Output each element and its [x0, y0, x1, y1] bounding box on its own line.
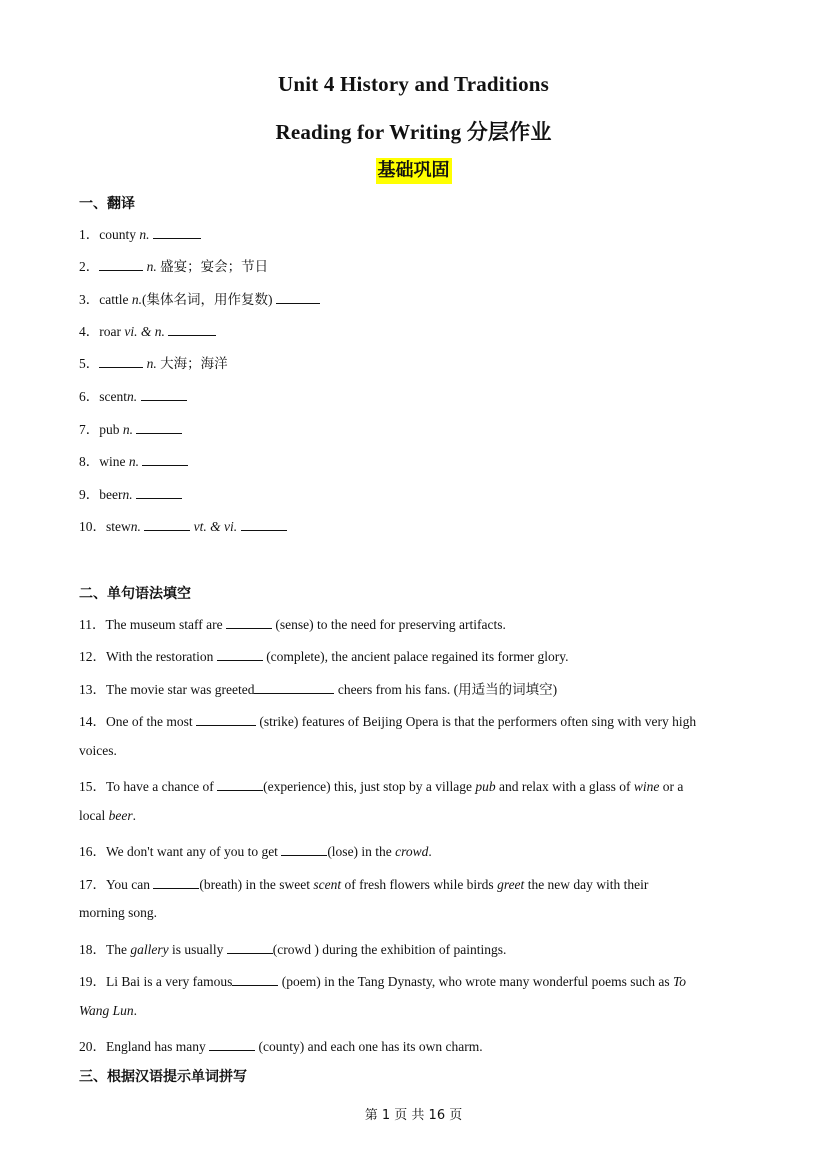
answer-blank[interactable]	[276, 291, 320, 304]
answer-blank[interactable]	[217, 778, 263, 791]
answer-blank[interactable]	[217, 648, 263, 661]
answer-blank[interactable]	[209, 1038, 255, 1051]
answer-blank[interactable]	[254, 681, 334, 694]
list-item: 9．beern.	[79, 483, 759, 503]
page-title: Unit 4 History and Traditions	[277, 72, 550, 96]
question-13: 13．The movie star was greeted cheers from his fans. (用适当的词填空)	[79, 682, 558, 697]
question-12: 12．With the restoration (complete), the ancient palace regained its former glory.	[79, 649, 569, 664]
answer-blank[interactable]	[153, 226, 201, 239]
answer-blank[interactable]	[281, 843, 327, 856]
answer-blank[interactable]	[99, 355, 143, 368]
page-footer: 第 1 页 共 16 页	[364, 1108, 463, 1123]
question-11: 11．The museum staff are (sense) to the need for preserving artifacts.	[79, 617, 506, 632]
answer-blank[interactable]	[136, 486, 182, 499]
list-item: 10．stewn. vt. & vi.	[79, 515, 759, 535]
list-item: 1．county n.	[79, 223, 759, 243]
question-14-cont: voices.	[79, 743, 117, 758]
question-19-cont: Wang Lun.	[79, 1003, 138, 1018]
question-18: 18．The gallery is usually (crowd ) during the exhibition of paintings.	[79, 942, 507, 957]
answer-blank[interactable]	[144, 518, 190, 531]
list-item: 8．wine n.	[79, 450, 759, 470]
question-14: 14．One of the most (strike) features of Beijing Opera is that the performers often sing with very high	[79, 714, 697, 729]
answer-blank[interactable]	[99, 258, 143, 271]
question-15-cont: local beer.	[79, 808, 136, 823]
answer-blank[interactable]	[226, 616, 272, 629]
answer-blank[interactable]	[168, 323, 216, 336]
answer-blank[interactable]	[142, 453, 188, 466]
list-item: 7．pub n.	[79, 418, 759, 438]
answer-blank[interactable]	[196, 713, 256, 726]
answer-blank[interactable]	[153, 876, 199, 889]
section-heading-grammar: 二、单句语法填空	[79, 586, 191, 602]
answer-blank[interactable]	[227, 941, 273, 954]
question-15: 15．To have a chance of (experience) this, just stop by a village pub and relax with a glass of wine or a	[79, 779, 684, 794]
answer-blank[interactable]	[241, 518, 287, 531]
list-item: 2． n. 盛宴；宴会；节日	[79, 259, 269, 274]
answer-blank[interactable]	[136, 421, 182, 434]
level-badge: 基础巩固	[376, 158, 452, 184]
list-item: 4．roar vi. & n.	[79, 320, 759, 340]
section-heading-spelling: 三、根据汉语提示单词拼写	[79, 1069, 247, 1085]
list-item: 6．scentn.	[79, 385, 759, 405]
question-19: 19．Li Bai is a very famous (poem) in the Tang Dynasty, who wrote many wonderful poems such as To	[79, 974, 686, 989]
question-16: 16．We don't want any of you to get (lose) in the crowd.	[79, 844, 432, 859]
section-heading-translation: 一、翻译	[79, 196, 135, 212]
page-subtitle: Reading for Writing 分层作业	[275, 120, 552, 144]
list-item: 3．cattle n.(集体名词，用作复数)	[79, 288, 759, 308]
list-item: 5． n. 大海；海洋	[79, 356, 228, 371]
level-badge-row	[0, 158, 827, 184]
question-17-cont: morning song.	[79, 905, 158, 920]
answer-blank[interactable]	[232, 973, 278, 986]
question-17: 17．You can (breath) in the sweet scent of fresh flowers while birds greet the new day with their	[79, 877, 649, 892]
answer-blank[interactable]	[141, 388, 187, 401]
question-20: 20．England has many (county) and each one has its own charm.	[79, 1039, 483, 1054]
